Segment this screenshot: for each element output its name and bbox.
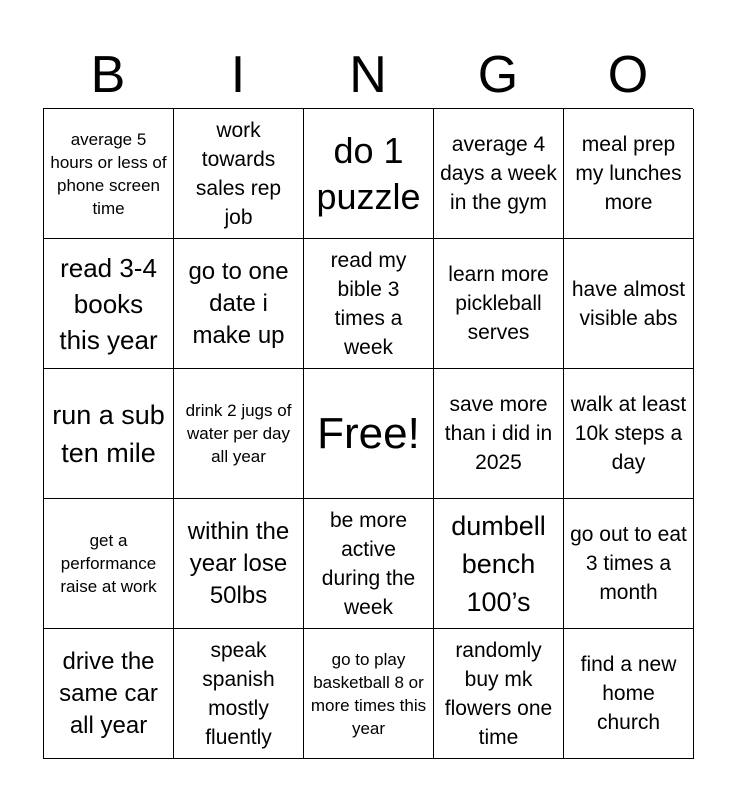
cell-text: get a performance raise at work [60, 531, 157, 596]
cell-text: save more than i did in 2025 [444, 393, 553, 474]
header-letter-g: G [477, 46, 519, 104]
cell-text: go to one date i make up [188, 257, 289, 349]
cell-text: learn more pickleball serves [448, 263, 549, 344]
cell-text: average 5 hours or less of phone screen time [50, 129, 167, 218]
cell-text: drive the same car all year [59, 647, 158, 739]
bingo-cell [44, 239, 174, 369]
bingo-cell [44, 109, 174, 239]
bingo-cell [434, 369, 564, 499]
bingo-cell [44, 629, 174, 759]
bingo-header [43, 42, 693, 108]
free-space-text: Free! [317, 408, 420, 458]
free-space-cell [304, 369, 434, 499]
cell-text: go to play basketball 8 or more times this year [310, 649, 427, 738]
bingo-cell [564, 369, 694, 499]
bingo-cell [174, 239, 304, 369]
bingo-cell [174, 499, 304, 629]
bingo-card [43, 42, 693, 759]
cell-text: find a new home church [580, 653, 677, 734]
header-letter-b: B [90, 46, 126, 104]
bingo-cell [304, 239, 434, 369]
cell-text: read my bible 3 times a week [330, 248, 407, 359]
cell-text: have almost visible abs [571, 277, 686, 330]
header-letter-i: I [230, 46, 246, 104]
bingo-cell [564, 239, 694, 369]
bingo-cell [304, 499, 434, 629]
header-letter-o: O [607, 46, 649, 104]
bingo-cell [174, 629, 304, 759]
cell-text: speak spanish mostly fluently [202, 638, 275, 749]
bingo-cell [434, 629, 564, 759]
cell-text: do 1 puzzle [316, 129, 421, 217]
bingo-cell [434, 499, 564, 629]
bingo-cell [304, 109, 434, 239]
bingo-cell [564, 109, 694, 239]
cell-text: go out to eat 3 times a month [570, 523, 687, 604]
cell-text: average 4 days a week in the gym [440, 133, 557, 214]
cell-text: run a sub ten mile [52, 399, 165, 468]
bingo-cell [304, 629, 434, 759]
bingo-cell [434, 109, 564, 239]
cell-text: walk at least 10k steps a day [570, 393, 687, 474]
cell-text: meal prep my lunches more [575, 133, 682, 214]
bingo-cell [174, 369, 304, 499]
cell-text: work towards sales rep job [195, 118, 282, 229]
cell-text: be more active during the week [321, 508, 416, 619]
bingo-cell [44, 499, 174, 629]
cell-text: read 3-4 books this year [59, 252, 158, 355]
cell-text: randomly buy mk flowers one time [444, 638, 553, 749]
cell-text: within the year lose 50lbs [187, 517, 290, 609]
bingo-grid [43, 108, 693, 759]
bingo-cell [44, 369, 174, 499]
bingo-cell [434, 239, 564, 369]
cell-text: drink 2 jugs of water per day all year [185, 401, 292, 466]
bingo-cell [174, 109, 304, 239]
header-letter-n: N [349, 46, 387, 104]
bingo-cell [564, 629, 694, 759]
bingo-cell [564, 499, 694, 629]
cell-text: dumbell bench 100’s [451, 510, 546, 617]
